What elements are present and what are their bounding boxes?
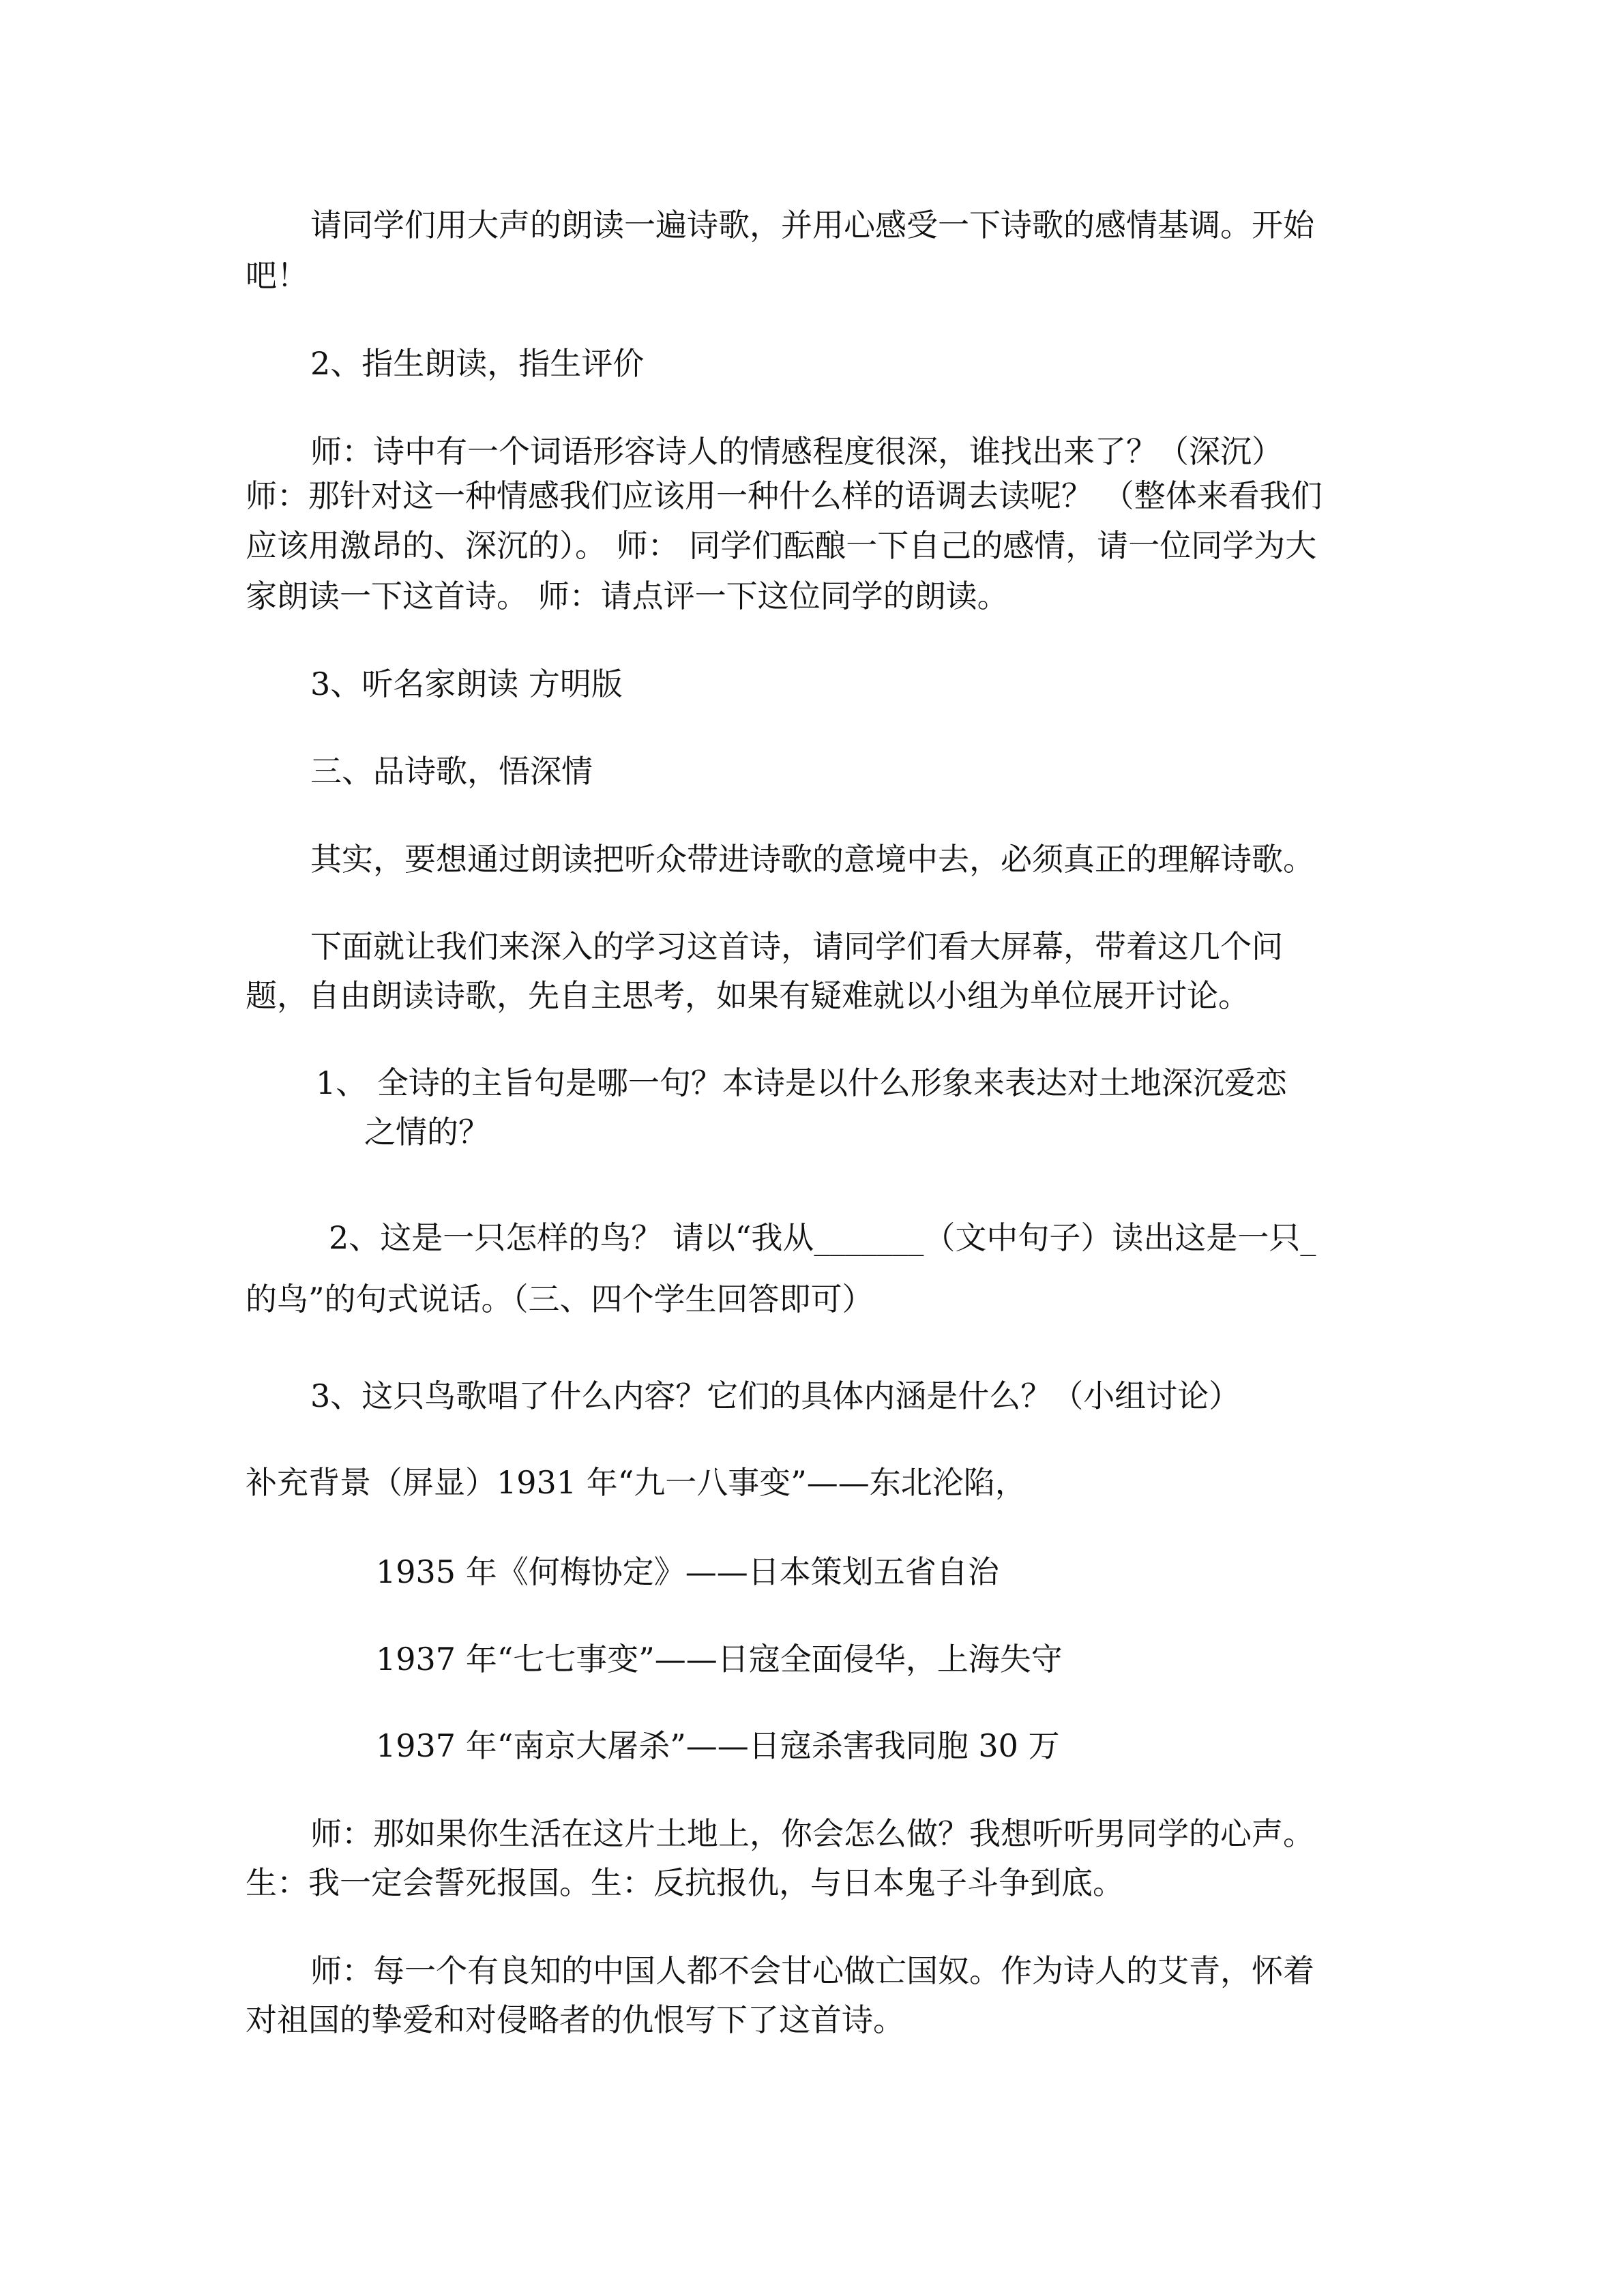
- paragraph-15-line-2: 生：我一定会誓死报国。生：反抗报仇，与日本鬼子斗争到底。: [246, 1864, 1124, 1901]
- paragraph-7-line-2: 题，自由朗读诗歌，先自主思考，如果有疑难就以小组为单位展开讨论。: [246, 977, 1250, 1014]
- paragraph-13-line-1: 1937 年“七七事变”——日寇全面侵华，上海失守: [376, 1641, 1063, 1678]
- paragraph-3-line-2: 师：那针对这一种情感我们应该用一种什么样的语调去读呢？ （整体来看我们: [246, 477, 1323, 514]
- paragraph-1-line-1: 请同学们用大声的朗读一遍诗歌，并用心感受一下诗歌的感情基调。开始: [310, 207, 1314, 243]
- paragraph-16-line-1: 师：每一个有良知的中国人都不会甘心做亡国奴。作为诗人的艾青，怀着: [310, 1952, 1314, 1989]
- paragraph-8-line-1: 1、 全诗的主旨句是哪一句？本诗是以什么形象来表达对土地深沉爱恋: [316, 1064, 1287, 1101]
- paragraph-4-line-1: 3、听名家朗读 方明版: [310, 666, 623, 702]
- paragraph-14-line-1: 1937 年“南京大屠杀”——日寇杀害我同胞 30 万: [376, 1727, 1060, 1764]
- paragraph-5-line-1: 三、品诗歌，悟深情: [310, 753, 593, 790]
- paragraph-16-line-2: 对祖国的挚爱和对侵略者的仇恨写下了这首诗。: [246, 2001, 904, 2038]
- paragraph-3-line-1: 师：诗中有一个词语形容诗人的情感程度很深，谁找出来了？（深沉）: [310, 433, 1283, 470]
- paragraph-12-line-1: 1935 年《何梅协定》——日本策划五省自治: [376, 1553, 999, 1590]
- paragraph-10-line-1: 3、这只鸟歌唱了什么内容？它们的具体内涵是什么？（小组讨论）: [310, 1377, 1241, 1414]
- paragraph-6-line-1: 其实，要想通过朗读把听众带进诗歌的意境中去，必须真正的理解诗歌。: [310, 841, 1314, 878]
- paragraph-9-line-2: 的鸟”的句式说话。（三、四个学生回答即可）: [246, 1281, 874, 1317]
- paragraph-3-line-4: 家朗读一下这首诗。 师：请点评一下这位同学的朗读。: [246, 578, 1009, 614]
- paragraph-3-line-3: 应该用激昂的、深沉的）。 师： 同学们酝酿一下自己的感情，请一位同学为大: [246, 527, 1317, 564]
- paragraph-9-line-1: 2、这是一只怎样的鸟？ 请以“我从_______（文中句子）读出这是一只_: [329, 1219, 1316, 1256]
- paragraph-7-line-1: 下面就让我们来深入的学习这首诗，请同学们看大屏幕，带着这几个问: [310, 928, 1283, 965]
- paragraph-1-line-2: 吧！: [246, 257, 308, 294]
- paragraph-11-line-1: 补充背景（屏显）1931 年“九一八事变”——东北沦陷，: [246, 1464, 1027, 1501]
- paragraph-15-line-1: 师：那如果你生活在这片土地上，你会怎么做？我想听听男同学的心声。: [310, 1815, 1314, 1852]
- paragraph-2-line-1: 2、指生朗读，指生评价: [310, 345, 645, 382]
- paragraph-8-line-2: 之情的？: [364, 1114, 490, 1150]
